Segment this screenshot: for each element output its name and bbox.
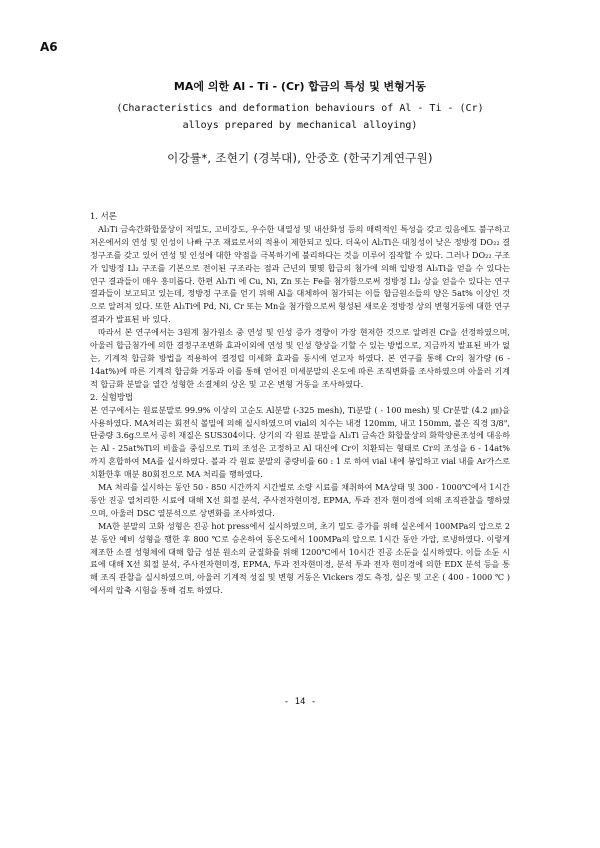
title-block: [60, 78, 540, 134]
methods-paragraph-2: MA 처리를 실시하는 동안 50 - 850 시간까지 시간별로 소량 시료를 채취하여 MA상태 및 300 - 1000℃에서 1시간 동안 진공 열처리한 시료에 대해 X선 회절 분석, 주사전자현미경, EPMA, 투과 전자 현미경에 의해 조직관찰을 행하였으며, 아울러 DSC 열분석으로 상변화를 조사하였다.: [90, 482, 510, 518]
methods-paragraph-3: MA한 분말의 고화 성형은 진공 hot press에서 실시하였으며, 초기 밀도 증가를 위해 실온에서 100MPa의 압으로 2분 동안 예비 성형을 행한 후 800 ℃로 승온하여 동온도에서 100MPa의 압으로 1시간 동안 가압, 로냉하였다. 이렇게 제조한 소결 성형체에 대해 합금 성분 원소의 균질화를 위해 1200℃에서 10시간 진공 소둔을 실시하였다. 이들 소둔 시료에 대해 X선 회절 분석, 주사전자현미경, EPMA, 투과 전자현미경, 분석 투과 전자 현미경에 의한 EDX 분석 등을 통해 조직 관찰을 실시하였으며, 아울러 기계적 성질 및 변형 거동은 Vickers 경도 측정, 실온 및 고온 ( 400 - 1000 ℃ )에서의 압축 시험을 통해 검토 하였다.: [90, 520, 510, 596]
intro-paragraph-1: Al₃Ti 금속간화합물상이 저밀도, 고비강도, 우수한 내열성 및 내산화성 등의 매력적인 특성을 갖고 있음에도 불구하고 저온에서의 연성 및 인성이 나빠 구조 재료로서의 적용이 제한되고 있다. 더욱이 Al₃Ti은 대칭성이 낮은 정방정 DO₂₂ 결정구조를 갖고 있어 연성 및 인성에 대한 약점을 극복하기에 불리하다는 것을 미루어 짐작할 수 있다. 그러나 DO₂₂ 구조가 입방정 Ll₂ 구조를 기본으로 전이된 구조라는 점과 근년의 몇몇 합금의 첨가에 의해 입방정 Al₃Ti을 얻을 수 있다는 연구 결과들이 매우 흥미롭다. 한편 Al₃Ti 에 Cu, Ni, Zn 또는 Fe를 첨가함으로써 정방정 Ll₂ 상을 얻을수 있다는 연구 결과들이 보고되고 있는데, 정방정 구조를 얻기 위해 Al을 대체하여 첨가되는 이들 합금원소들의 양은 5at% 이상인 것으로 알려져 있다. 또한 Al₃Ti에 Pd, Ni, Cr 또는 Mn을 첨가함으로써 형성된 새로운 정방정 상의 변형거동에 대한 연구결과가 발표된 바 있다.: [90, 223, 510, 325]
methods-paragraph-1: 본 연구에서는 원료분말로 99.9% 이상의 고순도 Al분말 (-325 mesh), Ti분말 ( - 100 mesh) 및 Cr분말 (4.2 ㎛)을 사용하였다. MA처리는 회전식 볼밀에 의해 실시하였으며 vial의 치수는 내경 120mm, 내고 150mm, 볼은 직경 3/8", 단중량 3.6g으로서 공히 재질은 SUS304이다. 상기의 각 원료 분말을 Al₃Ti 금속간 화합물상의 화학양론조성에 대응하는 Al - 25at%Ti의 비율을 중심으로 Ti의 조성은 고정하고 Al 대신에 Cr이 치환되는 형태로 Cr의 조성을 6 - 14at%까지 혼합하여 MA를 실시하였다. 볼과 각 원료 분말의 중량비를 60 : 1 로 하여 vial 내에 봉입하고 vial 내를 Ar가스로 치환한후 매분 80회전으로 MA 처리를 행하였다.: [90, 404, 510, 480]
title-english-line2: alloys prepared by mechanical alloying): [182, 120, 418, 131]
page-id-label: A6: [40, 40, 58, 54]
section-heading-introduction: 1. 서론: [90, 211, 117, 221]
title-english-line1: (Characteristics and deformation behaviours of Al - Ti - (Cr): [116, 103, 484, 114]
section-heading-methods: 2. 실험방법: [90, 391, 134, 402]
page-number: - 14 -: [283, 697, 317, 707]
title-korean: MA에 의한 Al - Ti - (Cr) 합금의 특성 및 변형거동: [173, 80, 427, 93]
authors-line: 이강률*, 조현기 (경북대), 안중호 (한국기계연구원): [167, 151, 433, 165]
intro-paragraph-2: 따라서 본 연구에서는 3원계 첨가원소 중 연성 및 인성 증가 경향이 가장 현저한 것으로 알려진 Cr을 선정하였으며, 아울러 합금첨가에 의한 결정구조변화 효과이외에 연성 및 인성 향상을 기할 수 있는 방법으로, 지금까지 발표된 바가 없는, 기계적 합금화 방법을 적용하여 결정립 미세화 효과를 동시에 얻고자 하였다. 본 연구를 통해 Cr의 첨가량 (6 - 14at%)에 따른 기계적 합금화 거동과 이를 통해 얻어진 미세분말의 온도에 따른 조직변화를 조사하였으며 아울러 기계적 합금화 분말을 열간 성형한 소결체의 상온 및 고온 변형 거동을 조사하였다.: [90, 327, 510, 389]
body-text: [90, 210, 510, 597]
